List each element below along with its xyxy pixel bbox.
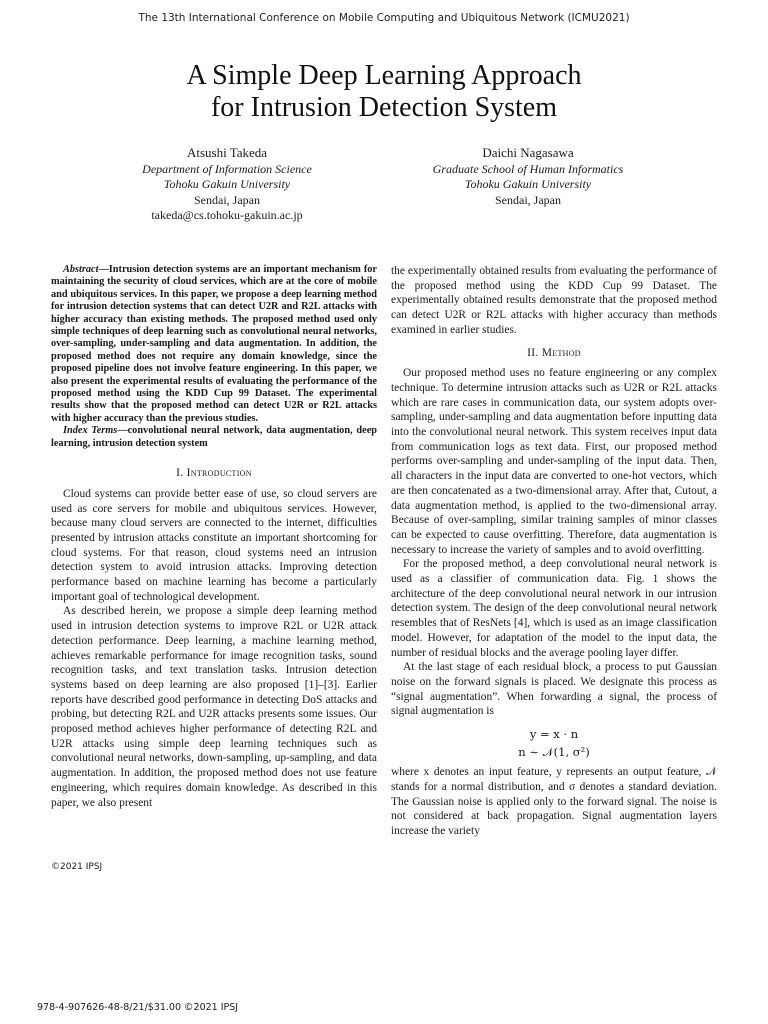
author-name: Daichi Nagasawa (482, 145, 574, 160)
author-department: Graduate School of Human Informatics (432, 161, 624, 176)
author-block-1 (77, 145, 377, 224)
method-paragraph-3: At the last stage of each residual block, a process to put Gaussian noise on the forward signals is placed. We designate this process as “signal augmentation”. When forwarding a signal, the process of signal augmentation is (391, 661, 717, 718)
index-terms-text: —convolutional neural network, data augmentation, deep learning, intrusion detection system (51, 425, 377, 449)
paper-title-line-2: for Intrusion Detection System (210, 92, 558, 123)
paper-title (0, 60, 768, 124)
method-paragraph-1: Our proposed method uses no feature engineering or any complex technique. To determine intrusion attacks such as U2R or R2L attacks which are rare cases in communication data, our system adopts over-sampling, under-sampling and data augmentation before inputting data into the convolutional neural network. This system receives input data from communication logs as text data. First, our proposed method performs over-sampling and under-sampling of the input data. Then, all characters in the input data are converted to one-hot vectors, which are then concatenated as a two-dimensional array. After that, Cutout, a data augmentation method, is applied to the two-dimensional array. Because of over-sampling, similar training samples of minor classes can be expected to cause overfitting. Therefore, data augmentation is necessary to increase the variety of samples and to avoid overfitting. (391, 367, 717, 556)
abstract-label: Abstract (63, 264, 99, 275)
author-university: Tohoku Gakuin University (163, 177, 291, 191)
left-column (51, 264, 377, 810)
intro-paragraph-1: Cloud systems can provide better ease of use, so cloud servers are used as core servers for mobile and ubiquitous services. However, because many cloud servers are connected to the internet, difficulties presented by intrusion attacks constitute an important shortcoming for cloud systems. For that reason, cloud systems need an intrusion detection system to avoid intrusion attacks. Improving detection performance based on machine learning has become a particularly important goal of technological development. (51, 487, 377, 603)
author-email: takeda@cs.tohoku-gakuin.ac.jp (151, 208, 303, 222)
author-block-2 (378, 145, 678, 208)
conference-header: The 13th International Conference on Mobile Computing and Ubiquitous Network (ICMU2021) (138, 12, 630, 24)
footer-isbn: 978-4-907626-48-8/21/$31.00 ©2021 IPSJ (37, 1002, 239, 1013)
intro-paragraph-continued: the experimentally obtained results from evaluating the performance of the proposed method using the KDD Cup 99 Dataset. The experimentally obtained results demonstrate that the proposed method can detect U2R or R2L attacks with higher accuracy than methods examined in earlier studies. (391, 265, 717, 336)
index-terms (51, 425, 377, 450)
abstract (51, 264, 377, 425)
section-heading-method: II. Method (527, 346, 581, 359)
author-department: Department of Information Science (142, 161, 312, 176)
equation-2: n ∼ 𝒩(1, σ²) (518, 745, 590, 760)
paper-title-line-1: A Simple Deep Learning Approach (186, 60, 582, 91)
intro-paragraph-2: As described herein, we propose a simple deep learning method used in intrusion detection systems to improve R2L or U2R attack detection performance. Deep learning, a machine learning method, achieves remarkable performance for image recognition tasks, sound recognition tasks, and text translation tasks. Intrusion detection systems based on deep learning are also proposed [1]–[3]. Earlier reports have described good performance in detecting DoS attacks and probing, but detecting R2L and U2R attacks presents some issues. Our proposed method achieves higher performance of detecting R2L and U2R attacks using simple deep learning techniques such as convolutional neural networks, down-sampling, up-sampling, and data augmentation. In addition, the proposed method does not use feature engineering, which requires domain knowledge. As described in this paper, we also present (51, 605, 377, 809)
index-terms-label: Index Terms (63, 425, 118, 437)
abstract-text: —Intrusion detection systems are an important mechanism for maintaining the security of cloud services, which are at the core of mobile and ubiquitous services. In this paper, we propose a deep learning method for intrusion detection systems that can detect U2R and R2L attacks with higher accuracy than existing methods. The proposed method used only simple techniques of deep learning such as convolutional neural networks, over-sampling, under-sampling and data augmentation. In addition, the proposed method does not require any domain knowledge, since the proposed pipeline does not involve feature engineering. In this paper, we also present the experimental results of evaluating the performance of the proposed method using the KDD Cup 99 Dataset. The experimental results show that the proposed method can detect U2R or R2L attacks with higher accuracy than the previous studies. (51, 264, 377, 424)
section-heading-introduction: I. Introduction (176, 467, 252, 480)
equation-block (391, 725, 717, 761)
copyright-notice: ©2021 IPSJ (51, 862, 103, 872)
author-university: Tohoku Gakuin University (464, 177, 592, 191)
author-location: Sendai, Japan (495, 192, 561, 207)
author-location: Sendai, Japan (194, 192, 260, 207)
method-paragraph-4: where x denotes an input feature, y represents an output feature, 𝒩 stands for a normal distribution, and σ denotes a standard deviation. The Gaussian noise is applied only to the forward signal. The noise is not considered at back propagation. Signal augmentation layers increase the variety (391, 766, 717, 837)
author-name: Atsushi Takeda (186, 145, 268, 160)
equation-1: y = x · n (529, 727, 579, 742)
method-paragraph-2: For the proposed method, a deep convolutional neural network is used as a classifier of communication data. Fig. 1 shows the architecture of the deep convolutional neural network in our intrusion detection system. The design of the deep convolutional neural network resembles that of ResNets [4], which is used as an image classification model. However, for adaptation of the model to the input data, the number of residual blocks and the average pooling layer differ. (391, 558, 717, 659)
right-column (391, 264, 717, 839)
